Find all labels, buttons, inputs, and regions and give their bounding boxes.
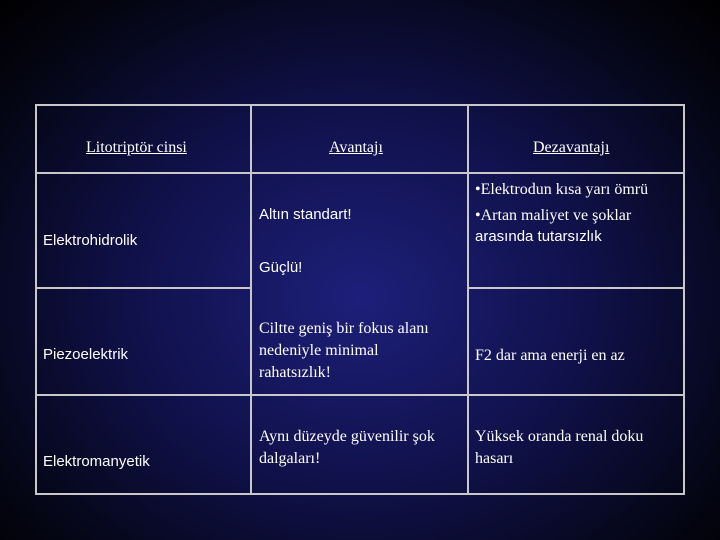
row-3-advantage-2: dalgaları! (259, 450, 321, 467)
row-1-advantage-2: Güçlü! (259, 259, 303, 276)
row-divider-1-right (467, 287, 685, 289)
column-divider-1 (250, 104, 252, 495)
row-2-type: Piezoelektrik (43, 346, 129, 363)
row-3-advantage-1: Aynı düzeyde güvenilir şok (259, 428, 435, 445)
row-1-disadvantage-1: • Elektrodun kısa yarı ömrü (475, 180, 648, 200)
row-3-disadvantage-1: Yüksek oranda renal doku (475, 428, 644, 445)
row-divider-2 (35, 394, 685, 396)
row-3-type: Elektromanyetik (43, 453, 150, 470)
row-1-disadvantage-3: arasında tutarsızlık (475, 228, 602, 245)
row-2-advantage-2: nedeniyle minimal (259, 342, 379, 359)
column-divider-2 (467, 104, 469, 495)
header-row-divider (35, 172, 685, 174)
row-2-disadvantage-1: F2 dar ama enerji en az (475, 347, 625, 364)
header-disadvantage: Dezavantajı (533, 139, 610, 156)
header-advantage: Avantajı (329, 139, 383, 156)
row-2-advantage-3: rahatsızlık! (259, 364, 331, 381)
row-1-advantage-1: Altın standart! (259, 206, 352, 223)
header-type: Litotriptör cinsi (86, 139, 187, 156)
row-2-advantage-1: Ciltte geniş bir fokus alanı (259, 320, 429, 337)
row-1-type: Elektrohidrolik (43, 232, 138, 249)
row-1-disadvantage-2: • Artan maliyet ve şoklar (475, 206, 631, 226)
row-3-disadvantage-2: hasarı (475, 450, 514, 467)
row-divider-1-left (35, 287, 252, 289)
